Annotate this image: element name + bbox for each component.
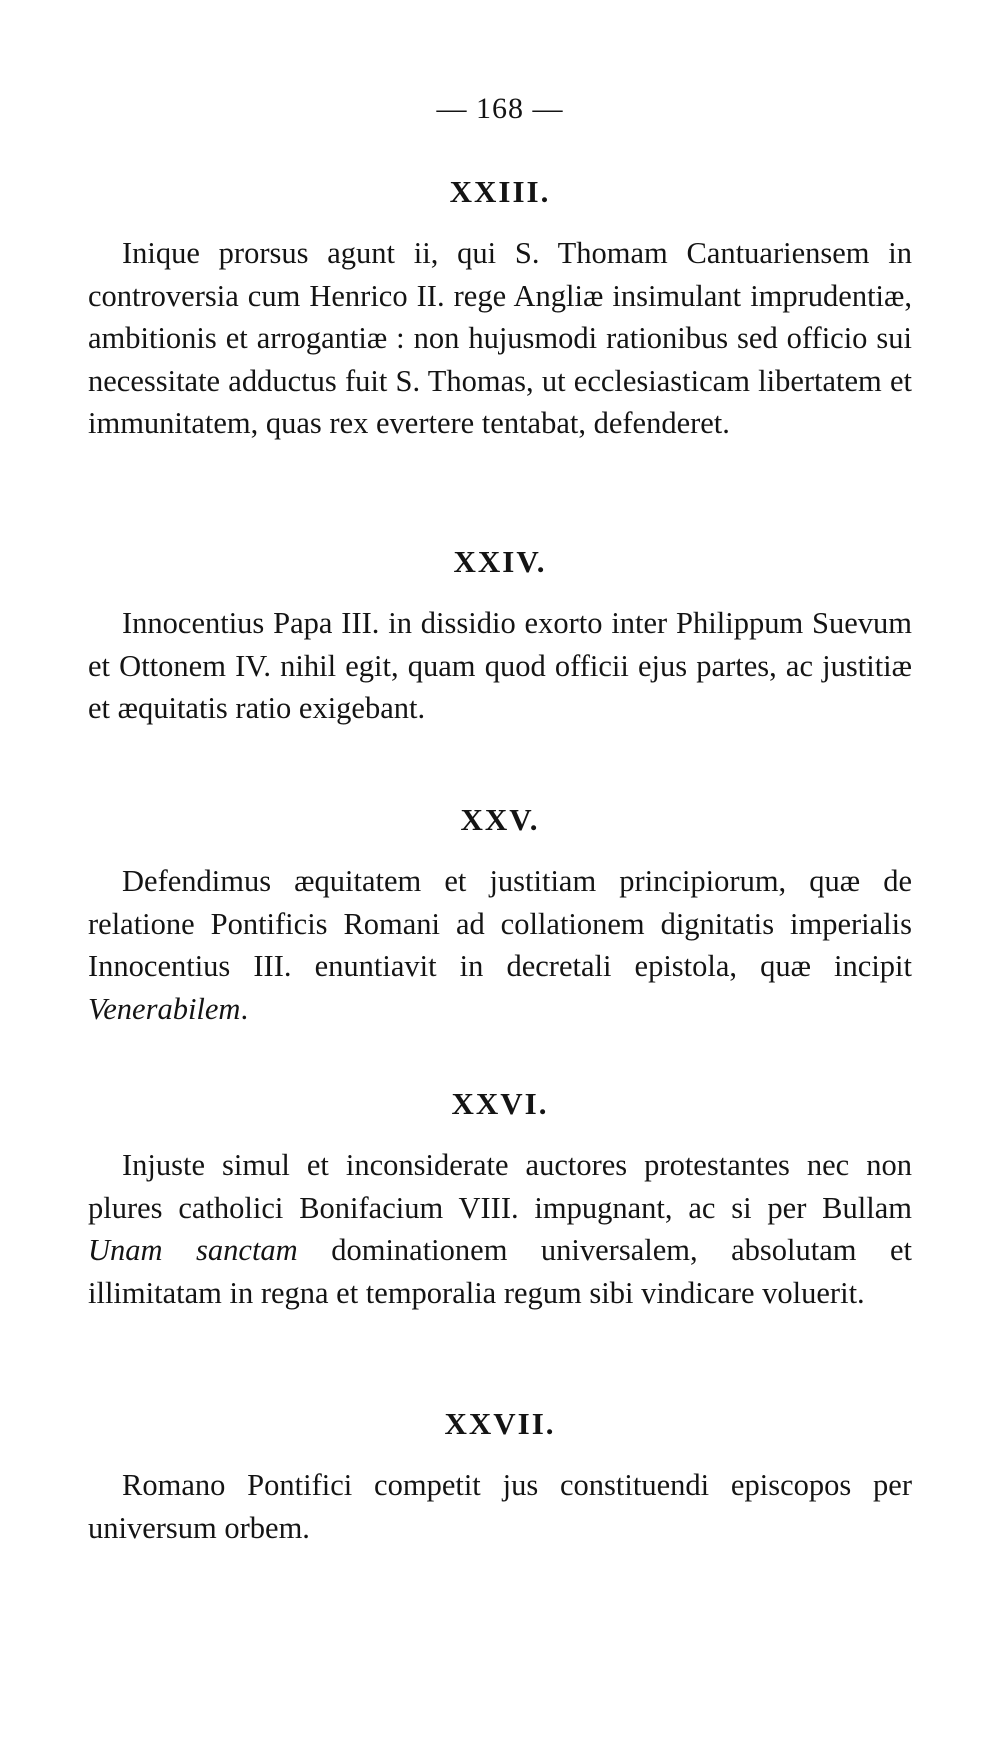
section-paragraph: Romano Pontifici competit jus constituendi episcopos per universum orbem. (88, 1468, 912, 1545)
paragraph-text-end: . (240, 991, 249, 1026)
italic-title: Venerabilem (88, 991, 241, 1026)
section-heading: XXVII. (444, 1406, 556, 1441)
section-heading: XXIII. (449, 174, 551, 209)
section-paragraph: Innocentius Papa III. in dissidio exorto inter Philippum Suevum et Ottonem IV. nihil egit, quam quod officii ejus partes, ac justitiæ et æquitatis ratio exigebant. (88, 606, 912, 725)
italic-title: Unam sanctam (88, 1233, 298, 1267)
paragraph-text: Injuste simul et inconsiderate auctores protestantes nec non plures catholici Bonifacium VIII. impugnant, ac si per Bullam (88, 1148, 912, 1225)
thesis-section-23 (88, 174, 912, 445)
paragraph-text: Defendimus æquitatem et justitiam principiorum, quæ de relatione Pontificis Romani ad collationem dignitatis imperialis Innocentius III. enuntiavit in decretali epistola, quæ incipit (88, 864, 912, 983)
section-paragraph (88, 860, 912, 1030)
paragraph-text-end: dominationem universalem, absolutam et illimitatam in regna et temporalia regum sibi vindicare voluerit. (88, 1233, 912, 1310)
thesis-section-25 (88, 802, 912, 1030)
section-heading: XXV. (460, 802, 540, 837)
section-heading: XXVI. (451, 1086, 549, 1121)
section-paragraph (88, 1144, 912, 1314)
thesis-section-24 (88, 544, 912, 730)
page-number: — 168 — (436, 92, 564, 125)
thesis-section-26 (88, 1086, 912, 1314)
section-heading: XXIV. (453, 544, 547, 579)
thesis-section-27 (88, 1406, 912, 1549)
section-paragraph: Inique prorsus agunt ii, qui S. Thomam Cantuariensem in controversia cum Henrico II. rege Angliæ insimulant imprudentiæ, ambitionis et arrogantiæ : non hujusmodi rationibus sed officio sui necessitate adductus fuit S. Thomas, ut ecclesiasticam libertatem et immunitatem, quas rex evertere tentabat, defenderet. (88, 236, 912, 440)
